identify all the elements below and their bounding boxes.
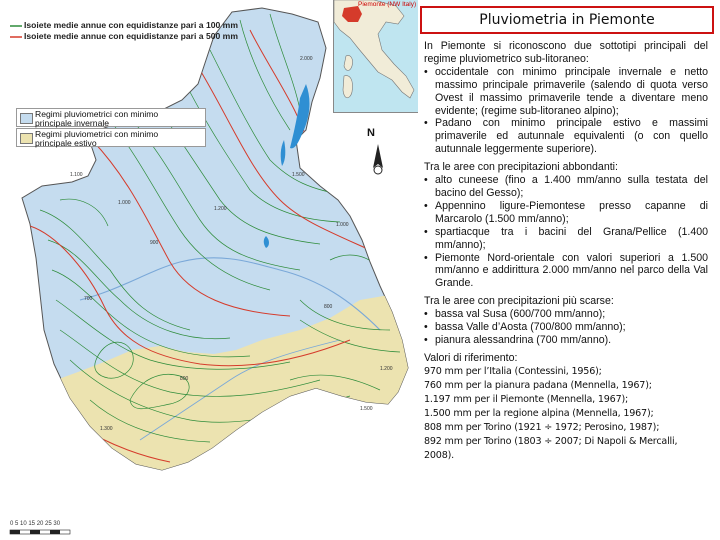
isohyet-label: 900 bbox=[150, 240, 159, 246]
list-item: • alto cuneese (fino a 1.400 mm/anno sulla testata del bacino del Gesso); bbox=[424, 174, 708, 200]
list-item: • bassa val Susa (600/700 mm/anno); bbox=[424, 308, 708, 321]
legend-isohyet-100 bbox=[10, 20, 238, 30]
legend-winter-line2: principale invernale bbox=[35, 118, 110, 128]
legend-winter-regime bbox=[16, 108, 206, 127]
north-label: N bbox=[367, 127, 375, 139]
isohyet-label: 1.000 bbox=[118, 200, 131, 206]
isohyet-label: 1.200 bbox=[214, 206, 227, 212]
isohyet-label: 2.000 bbox=[300, 56, 313, 62]
legend-isohyet-100-label: Isoiete medie annue con equidistanze pari a 100 mm bbox=[24, 20, 238, 30]
list-item: • pianura alessandrina (700 mm/anno). bbox=[424, 334, 708, 347]
inset-label: Piemonte (NW Italy) bbox=[358, 1, 417, 8]
title-box bbox=[420, 6, 714, 34]
scarce-heading: Tra le aree con precipitazioni più scarse: bbox=[424, 295, 614, 308]
reference-item: 1.500 mm per la regione alpina (Mennella, 1967); bbox=[424, 407, 654, 419]
legend-summer-regime bbox=[16, 128, 206, 147]
abundant-heading: Tra le aree con precipitazioni abbondanti: bbox=[424, 161, 618, 174]
intro-text: In Piemonte si riconoscono due sottotipi principali del regime pluviometrico sub-litoraneo: bbox=[424, 40, 708, 65]
reference-item: 808 mm per Torino (1921 ÷ 1972; Perosino, 1987); bbox=[424, 421, 660, 433]
legend-isohyet-500-label: Isoiete medie annue con equidistanze pari a 500 mm bbox=[24, 31, 238, 41]
locator-inset bbox=[333, 0, 418, 113]
scale-bar bbox=[10, 530, 70, 534]
reference-heading: Valori di riferimento: bbox=[424, 351, 518, 364]
red-line-icon bbox=[10, 34, 22, 40]
isohyet-label: 1.300 bbox=[100, 426, 113, 432]
abundant-list bbox=[424, 174, 708, 290]
reference-item: 760 mm per la pianura padana (Mennella, 1967); bbox=[424, 379, 652, 391]
legend-summer-line2: principale estivo bbox=[35, 138, 97, 148]
legend-isohyet-500 bbox=[10, 31, 238, 41]
green-line-icon bbox=[10, 23, 22, 29]
list-item: • Piemonte Nord-orientale con valori superiori a 1.500 mm/anno e addirittura 2.000 mm/anno nel parco della Val Grande. bbox=[424, 252, 708, 291]
list-item: • Appennino ligure-Piemontese presso capanne di Marcarolo (1.500 mm/anno); bbox=[424, 200, 708, 226]
north-arrow-icon bbox=[373, 144, 383, 168]
legend-summer-line1: Regimi pluviometrici con minimo bbox=[35, 129, 159, 139]
reference-item: 970 mm per l’Italia (Contessini, 1956); bbox=[424, 365, 602, 377]
isohyet-label: 1.000 bbox=[336, 222, 349, 228]
isohyet-label: 1.500 bbox=[292, 172, 305, 178]
isohyet-label: 1.100 bbox=[70, 172, 83, 178]
list-item: • spartiacque tra i bacini del Grana/Pellice (1.400 mm/anno); bbox=[424, 226, 708, 252]
isohyet-label: 1.200 bbox=[380, 366, 393, 372]
north-arrow-ring bbox=[374, 166, 382, 174]
description-panel bbox=[424, 40, 708, 463]
intro-list bbox=[424, 66, 708, 156]
summer-swatch bbox=[20, 133, 33, 144]
italy-locator-map bbox=[334, 0, 418, 112]
isohyet-label: 800 bbox=[180, 376, 189, 382]
isohyet-label: 1.500 bbox=[360, 406, 373, 412]
list-item: • occidentale con minimo principale invernale e netto massimo principale primaverile (salendo di quota verso Ovest il massimo primaverile tende a diventare meno evidente; (regime sub-litoraneo alpino); bbox=[424, 66, 708, 118]
list-item: • bassa Valle d’Aosta (700/800 mm/anno); bbox=[424, 321, 708, 334]
scarce-list bbox=[424, 308, 708, 347]
list-item: • Padano con minimo principale estivo e massimi primaverile ed autunnale equivalenti (o con quello autunnale leggermente superiore). bbox=[424, 117, 708, 156]
reference-item: 892 mm per Torino (1803 ÷ 2007; Di Napoli & Mercalli, 2008). bbox=[424, 435, 678, 461]
reference-item: 1.197 mm per il Piemonte (Mennella, 1967); bbox=[424, 393, 629, 405]
scale-label: 0 5 10 15 20 25 30 bbox=[10, 521, 61, 527]
isohyet-label: 700 bbox=[84, 296, 93, 302]
isohyet-label: 800 bbox=[324, 304, 333, 310]
page-title: Pluviometria in Piemonte bbox=[479, 12, 655, 28]
winter-swatch bbox=[20, 113, 33, 124]
legend-winter-line1: Regimi pluviometrici con minimo bbox=[35, 109, 159, 119]
